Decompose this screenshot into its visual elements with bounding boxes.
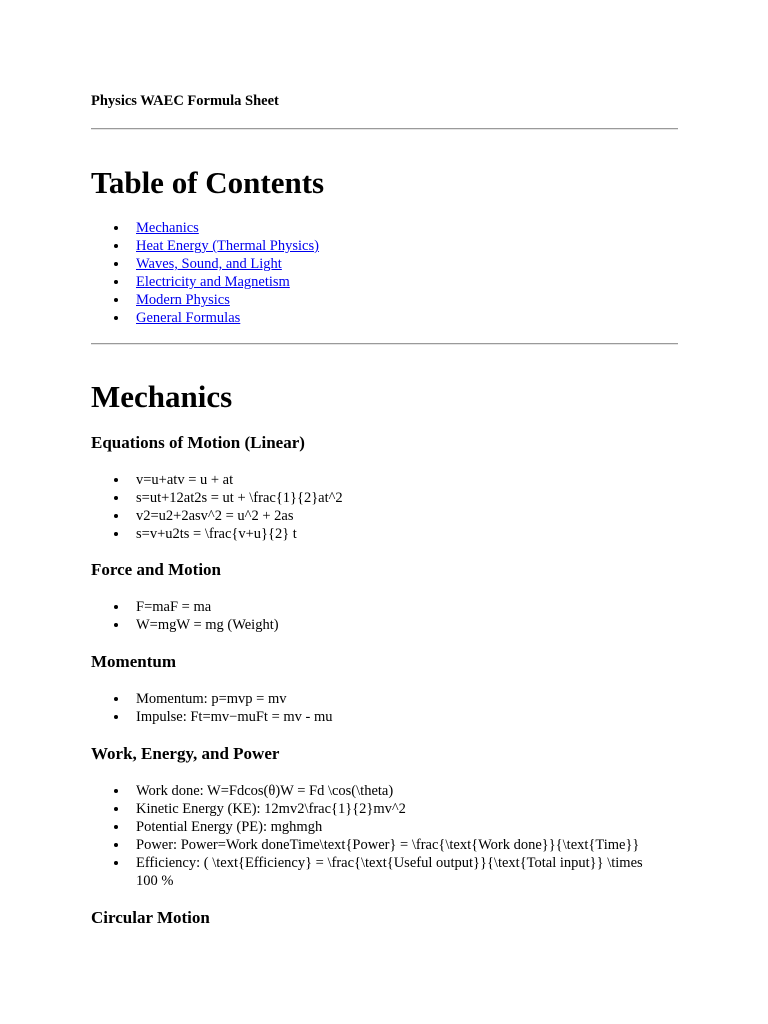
toc-link-general-formulas[interactable]: General Formulas: [136, 310, 241, 326]
toc-list: [91, 219, 678, 327]
toc-item-waves: [91, 255, 666, 273]
list-item: W=mgW = mg (Weight): [91, 616, 666, 634]
list-item: v=u+atv = u + at: [91, 471, 666, 489]
list-item: v2=u2+2asv^2 = u^2 + 2as: [91, 507, 666, 525]
toc-item-mechanics: [91, 219, 666, 237]
list-item: Work done: W=Fdcos(θ)W = Fd \cos(\theta): [91, 782, 666, 800]
subsection-heading-work-energy-power: Work, Energy, and Power: [91, 744, 280, 763]
toc-link-mechanics[interactable]: Mechanics: [136, 220, 199, 236]
list-item: Impulse: Ft=mv−muFt = mv - mu: [91, 708, 666, 726]
toc-heading: Table of Contents: [91, 165, 325, 200]
divider-toc: [91, 343, 678, 345]
list-item: Power: Power=Work doneTime\text{Power} = \frac{\text{Work done}}{\text{Time}}: [91, 836, 666, 854]
momentum-list: [91, 690, 678, 726]
list-item: F=maF = ma: [91, 598, 666, 616]
list-item: Kinetic Energy (KE): 12mv2\frac{1}{2}mv^2: [91, 800, 666, 818]
section-heading-mechanics: Mechanics: [91, 379, 233, 414]
list-item: Potential Energy (PE): mghmgh: [91, 818, 666, 836]
toc-link-electricity[interactable]: Electricity and Magnetism: [136, 274, 290, 290]
toc-link-heat-energy[interactable]: Heat Energy (Thermal Physics): [136, 238, 319, 254]
list-item: Efficiency: ( \text{Efficiency} = \frac{\text{Useful output}}{\text{Total input}} \times 100 %: [91, 854, 666, 890]
subsection-heading-equations-of-motion: Equations of Motion (Linear): [91, 433, 305, 452]
divider-top: [91, 128, 678, 130]
toc-item-modern-physics: [91, 291, 666, 309]
subsection-heading-momentum: Momentum: [91, 652, 176, 671]
toc-item-heat-energy: [91, 237, 666, 255]
subsection-heading-force-and-motion: Force and Motion: [91, 560, 222, 579]
list-item: Momentum: p=mvp = mv: [91, 690, 666, 708]
list-item: s=ut+12at2s = ut + \frac{1}{2}at^2: [91, 489, 666, 507]
subsection-heading-circular-motion: Circular Motion: [91, 908, 210, 927]
toc-item-electricity: [91, 273, 666, 291]
equations-of-motion-list: [91, 471, 678, 543]
toc-item-general-formulas: [91, 309, 666, 327]
work-energy-power-list: [91, 782, 678, 890]
toc-link-waves[interactable]: Waves, Sound, and Light: [136, 256, 282, 272]
toc-link-modern-physics[interactable]: Modern Physics: [136, 292, 230, 308]
force-and-motion-list: [91, 598, 678, 634]
document-title: Physics WAEC Formula Sheet: [91, 93, 279, 109]
list-item: s=v+u2ts = \frac{v+u}{2} t: [91, 525, 666, 543]
